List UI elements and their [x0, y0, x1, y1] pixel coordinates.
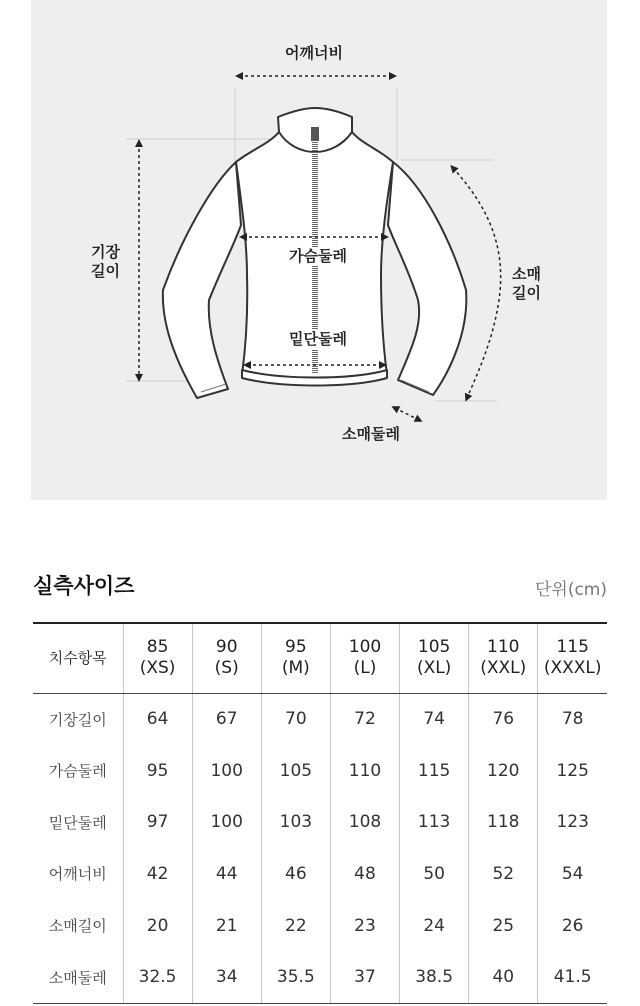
table-cell: 76: [469, 693, 538, 745]
table-cell: 100: [192, 796, 261, 848]
table-row: [33, 796, 607, 848]
table-cell: 21: [192, 900, 261, 952]
column-size-label: (XS): [139, 658, 176, 679]
sleeve-length-label-line1: 소매: [512, 265, 541, 283]
section-title: 실측사이즈: [33, 574, 135, 598]
column-size-label: (XL): [416, 658, 452, 679]
table-cell: 25: [469, 900, 538, 952]
length-label-line1: 기장: [91, 243, 120, 261]
table-cell: 113: [400, 796, 469, 848]
column-size: 115: [556, 637, 589, 658]
table-cell: 42: [123, 848, 192, 900]
table-cell: 78: [538, 693, 607, 745]
column-header: [469, 623, 538, 693]
column-header: [192, 623, 261, 693]
table-cell: 26: [538, 900, 607, 952]
column-size-label: (XXXL): [543, 658, 602, 679]
column-header: [400, 623, 469, 693]
table-cell: 50: [400, 848, 469, 900]
column-size: 90: [215, 637, 238, 658]
table-cell: 123: [538, 796, 607, 848]
table-header-row: [33, 623, 607, 693]
table-cell: 72: [330, 693, 399, 745]
table-cell: 44: [192, 848, 261, 900]
chest-label: 가슴둘레: [289, 247, 347, 265]
table-cell: 37: [330, 951, 399, 1003]
column-size: 110: [487, 637, 520, 658]
column-size-label: (S): [214, 658, 239, 679]
table-cell: 34: [192, 951, 261, 1003]
table-cell: 120: [469, 745, 538, 797]
table-cell: 23: [330, 900, 399, 952]
sleeve-length-label: [512, 265, 541, 303]
column-header: [261, 623, 330, 693]
table-cell: 64: [123, 693, 192, 745]
table-cell: 118: [469, 796, 538, 848]
table-row: [33, 900, 607, 952]
column-size-label: (L): [353, 658, 377, 679]
shoulder-label: 어깨너비: [285, 44, 343, 62]
table-cell: 24: [400, 900, 469, 952]
table-cell: 108: [330, 796, 399, 848]
table-cell: 46: [261, 848, 330, 900]
table-cell: 67: [192, 693, 261, 745]
unit-label: 단위(cm): [534, 580, 607, 600]
table-cell: 38.5: [400, 951, 469, 1003]
table-cell: 105: [261, 745, 330, 797]
column-size: 100: [348, 637, 382, 658]
length-label: [91, 243, 120, 281]
column-size: 85: [146, 637, 169, 658]
column-header: [330, 623, 399, 693]
column-size-label: (XXL): [480, 658, 527, 679]
size-diagram: [31, 0, 607, 500]
table-cell: 97: [123, 796, 192, 848]
table-cell: 32.5: [123, 951, 192, 1003]
table-cell: 22: [261, 900, 330, 952]
column-header: [123, 623, 192, 693]
table-cell: 95: [123, 745, 192, 797]
table-row: [33, 951, 607, 1003]
table-cell: 74: [400, 693, 469, 745]
column-size: 105: [417, 637, 451, 658]
table-row: [33, 848, 607, 900]
table-cell: 103: [261, 796, 330, 848]
size-table: [33, 622, 607, 1004]
row-name: 소매둘레: [33, 951, 123, 1003]
table-cell: 70: [261, 693, 330, 745]
length-label-line2: 길이: [91, 262, 120, 280]
cuff-label: 소매둘레: [342, 425, 400, 443]
table-cell: 20: [123, 900, 192, 952]
table-cell: 54: [538, 848, 607, 900]
row-name: 기장길이: [48, 710, 107, 729]
column-size-label: (M): [281, 658, 310, 679]
table-cell: 40: [469, 951, 538, 1003]
row-name: 밑단둘레: [48, 813, 107, 832]
column-header: [538, 623, 607, 693]
row-name: 소매길이: [48, 917, 107, 936]
row-name: 가슴둘레: [48, 762, 107, 781]
sleeve-length-label-line2: 길이: [512, 284, 541, 302]
table-row: [33, 745, 607, 797]
table-cell: 35.5: [261, 951, 330, 1003]
table-cell: 115: [400, 745, 469, 797]
row-name: 어깨너비: [48, 865, 107, 884]
table-cell: 110: [330, 745, 399, 797]
table-cell: 100: [192, 745, 261, 797]
table-cell: 52: [469, 848, 538, 900]
table-row: [33, 693, 607, 745]
hem-label: 밑단둘레: [289, 330, 347, 348]
row-header-cell: 치수항목: [33, 623, 123, 693]
column-size: 95: [285, 637, 307, 658]
table-cell: 125: [538, 745, 607, 797]
table-cell: 48: [330, 848, 399, 900]
table-cell: 41.5: [538, 951, 607, 1003]
